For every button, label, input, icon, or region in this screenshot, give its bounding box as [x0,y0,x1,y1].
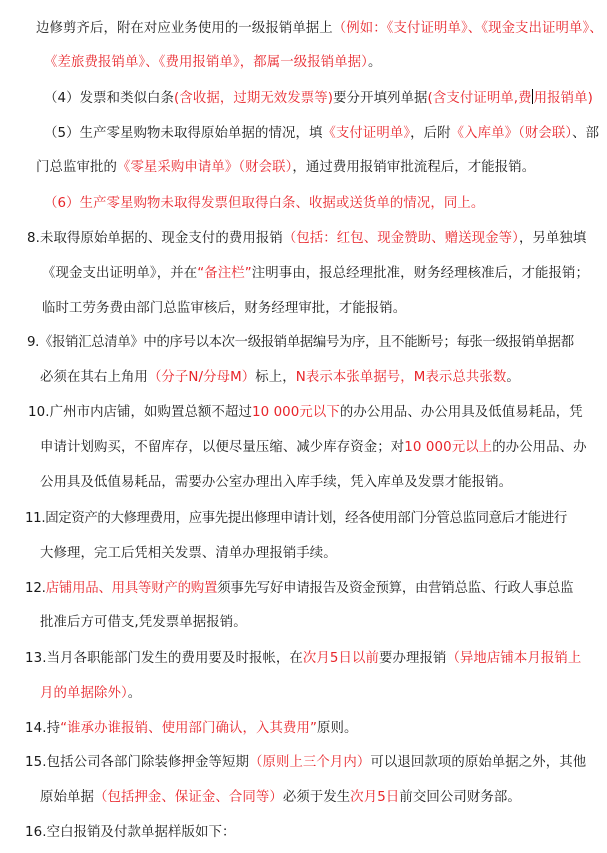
body-text: 公用具及低值易耗品，需要办公室办理出入库手续，凭入库单及发票才能报销。 [40,475,513,490]
body-text: 可以退回款项的原始单据之外，其他 [370,755,587,770]
body-text: 15.包括公司各部门除装修押金等短期 [25,755,249,770]
body-text: 边修剪齐后，附在对应业务使用的一级报销单据上 [36,21,333,36]
body-text: 。 [127,686,142,701]
body-text: 前交回公司财务部。 [399,790,521,805]
body-text: 标上， [255,370,296,385]
highlighted-text: 次月5日以前 [302,651,379,666]
text-line [28,403,607,423]
body-text: （5）生产零星购物未取得原始单据的情况，填 [44,126,323,141]
body-text: （4）发票和类似白条 [44,91,175,106]
highlighted-text: “备注栏” [197,266,252,281]
highlighted-text: 月的单据除外） [40,686,128,701]
text-line [40,473,607,493]
body-text: 批准后方可借支,凭发票单据报销。 [40,615,247,630]
highlighted-text: 《差旅费报销单》、《费用报销单》，都属一级报销单据） [44,55,368,70]
text-line [44,89,607,109]
highlighted-text: （包括：红包、现金赞助、赠送现金等） [282,231,519,246]
highlighted-text: 用报销单) [533,91,593,106]
body-text: 10.广州市内店铺，如购置总额不超过 [28,405,252,420]
text-line [44,194,607,214]
text-line [40,684,607,704]
highlighted-text: “谁承办谁报销、使用部门确认，入其费用” [60,721,317,736]
highlighted-text: 次月5日 [350,790,400,805]
body-text: 的办公用品、办 [492,440,587,455]
highlighted-text: 《零星采购申请单》（财会联） [116,160,293,175]
text-line [42,264,607,284]
text-line [27,229,607,249]
highlighted-text: （包括押金、保证金、合同等） [93,790,283,805]
body-text: 16.空白报销及付款单据样版如下： [25,825,236,840]
highlighted-text: N表示本张单据号，M表示总共张数 [295,370,507,385]
text-line [25,823,607,843]
body-text: 9.《报销汇总清单》中的序号以本次一级报销单据编号为序，且不能断号；每张一级报销单据都 [27,335,574,350]
highlighted-text: （原则上三个月内） [248,755,371,770]
highlighted-text: （6）生产零星购物未取得发票但取得白条、收据或送货单的情况，同上。 [44,196,485,211]
text-line [27,333,607,353]
text-line [36,158,607,178]
body-text: 要办理报销 [379,651,447,666]
highlighted-text: 《支付证明单》 [322,126,411,141]
body-text: 12. [25,581,46,596]
text-line [25,649,607,669]
body-text: 。 [506,370,520,385]
text-line [40,613,607,633]
highlighted-text: (含收据，过期无效发票等) [174,91,334,106]
text-line [25,753,607,773]
body-text: 必须于发生 [282,790,351,805]
body-text: 的办公用品、办公用具及低值易耗品，凭 [339,405,583,420]
text-line [25,719,607,739]
highlighted-text: 10 000元以下 [251,405,340,420]
highlighted-text: 10 000元以上 [404,440,493,455]
highlighted-text: （异地店铺本月报销上 [446,651,582,666]
body-text: 必须在其右上角用 [40,370,148,385]
body-text: ，后附 [410,126,451,141]
body-text: ，通过费用报销审批流程后，才能报销。 [292,160,536,175]
body-text: 13.当月各职能部门发生的费用要及时报帐，在 [25,651,303,666]
text-line [40,788,607,808]
body-text: 、部 [572,126,600,141]
body-text: 。 [367,55,382,70]
text-line [40,368,607,388]
body-text: 注明事由，报总经理批准，财务经理核准后，才能报销； [251,266,589,281]
text-line [25,579,607,599]
text-line [25,509,607,529]
body-text: 14.持 [25,721,61,736]
body-text: 临时工劳务费由部门总监审核后，财务经理审批，才能报销。 [42,301,407,316]
body-text: 原则。 [317,721,358,736]
body-text: 申请计划购买，不留库存，以便尽量压缩、减少库存资金；对 [40,440,405,455]
body-text: 须事先写好申请报告及资金预算，由营销总监、行政人事总监 [217,581,574,596]
highlighted-text: （例如：《支付证明单》、《现金支出证明单》、 [332,21,603,36]
body-text: ，另单独填 [518,231,587,246]
highlighted-text: (含支付证明单,费 [427,91,532,106]
body-text: 要分开填列单据 [333,91,428,106]
highlighted-text: 《入库单》（财会联） [450,126,573,141]
highlighted-text: （分子N/分母M） [147,370,256,385]
body-text: 11.固定资产的大修理费用，应事先提出修理申请计划，经各使用部门分管总监同意后才能进行 [25,511,567,526]
body-text: 8.未取得原始单据的、现金支付的费用报销 [27,231,283,246]
highlighted-text: 店铺用品、用具等财产的购置 [45,581,218,596]
body-text: 原始单据 [40,790,94,805]
text-line [40,438,607,458]
text-line [42,299,607,319]
text-line [44,124,607,144]
text-line [44,53,607,73]
text-line [36,19,607,39]
text-line [40,544,607,564]
body-text: 门总监审批的 [36,160,117,175]
body-text: 《现金支出证明单》，并在 [42,266,198,281]
body-text: 大修理，完工后凭相关发票、清单办理报销手续。 [40,546,337,561]
